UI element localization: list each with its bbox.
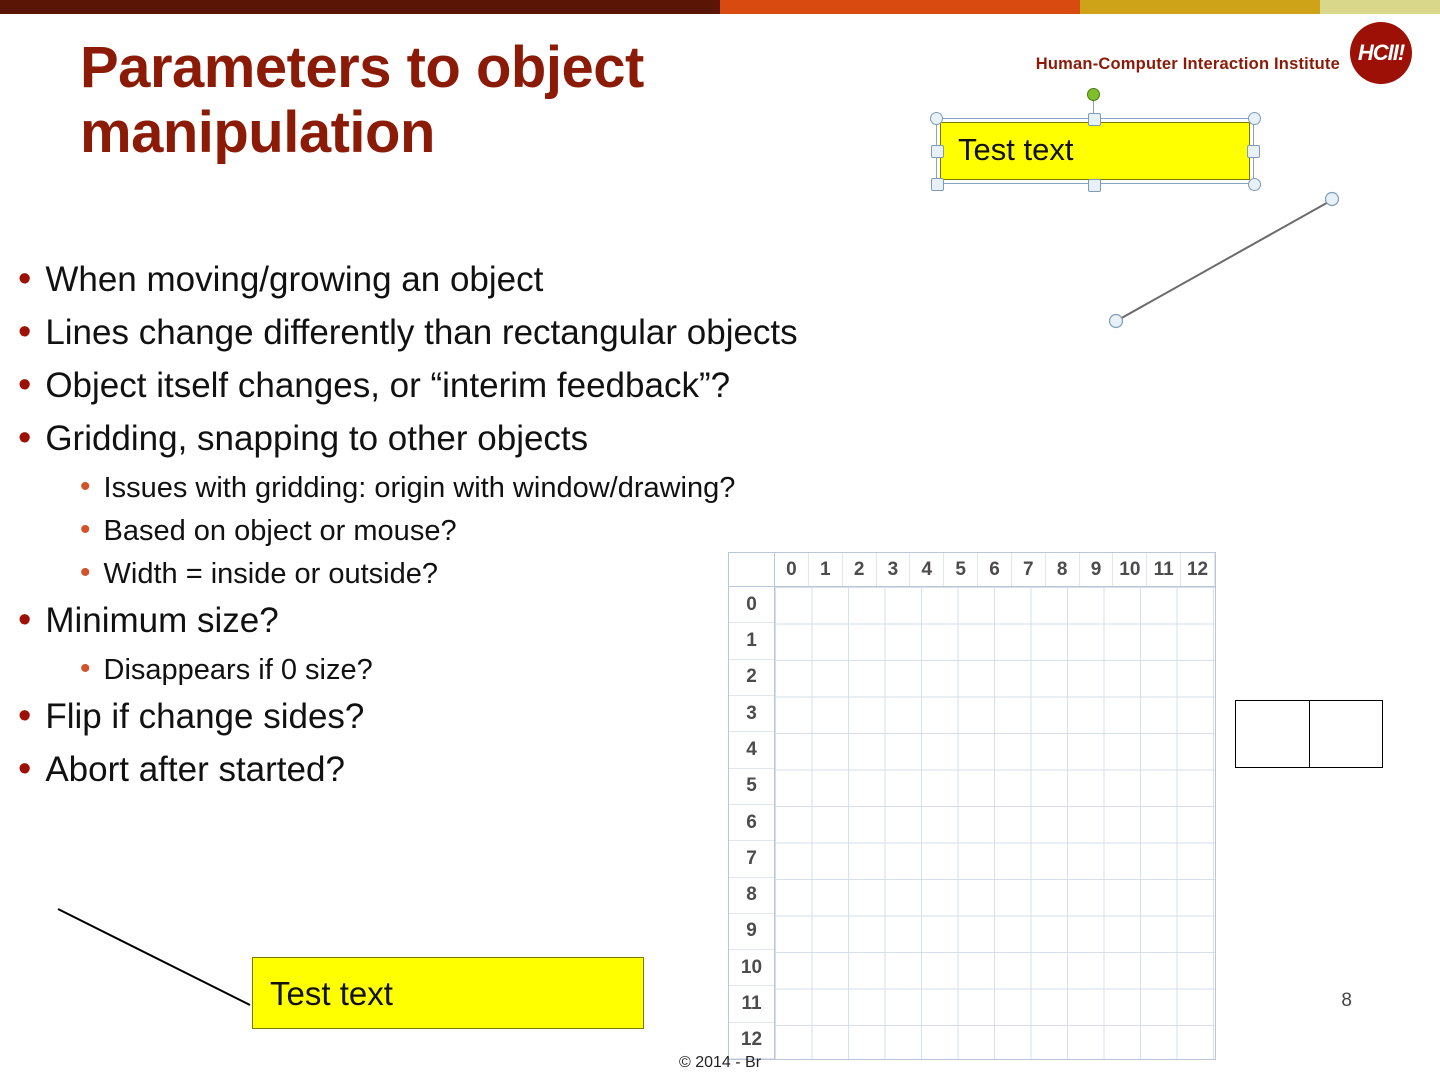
grid-row-header: 6	[729, 805, 774, 841]
bullet-item	[18, 311, 1138, 355]
grid-column-header: 5	[944, 553, 978, 586]
grid-row-headers	[729, 587, 775, 1059]
grid-row-header: 9	[729, 914, 774, 950]
top-bar-segment-2	[720, 0, 1080, 14]
grid-column-header: 11	[1147, 553, 1181, 586]
bullet-text: When moving/growing an object	[45, 260, 544, 299]
resize-handle-middle-right[interactable]	[1247, 145, 1260, 158]
bullet-marker-icon: •	[18, 695, 32, 737]
grid-row-header: 7	[729, 841, 774, 877]
resize-handle-top-left[interactable]	[930, 112, 943, 125]
page-number: 8	[1341, 990, 1352, 1011]
sub-bullet-marker-icon: •	[80, 513, 91, 546]
bullet-marker-icon: •	[18, 364, 32, 406]
bullet-marker-icon: •	[18, 599, 32, 641]
bullet-text: Lines change differently than rectangular objects	[45, 313, 798, 352]
grid-canvas	[775, 587, 1215, 1059]
leader-line	[50, 905, 270, 1015]
grid-column-header: 2	[843, 553, 877, 586]
bullet-marker-icon: •	[18, 311, 32, 353]
bullet-marker-icon: •	[18, 258, 32, 300]
bullet-item	[18, 417, 1138, 461]
slide-title: Parameters to object manipulation	[80, 35, 644, 165]
sub-bullet-text: Based on object or mouse?	[103, 515, 457, 547]
top-bar-segment-3	[1080, 0, 1320, 14]
bottom-textbox-label: Test text	[270, 975, 393, 1012]
grid-row-header: 3	[729, 696, 774, 732]
decorative-top-bar	[0, 0, 1440, 14]
sub-bullet-marker-icon: •	[80, 556, 91, 589]
grid-column-header: 1	[809, 553, 843, 586]
grid-row-header: 2	[729, 660, 774, 696]
grid-row-header: 8	[729, 878, 774, 914]
grid-column-header: 6	[978, 553, 1012, 586]
bullet-text: Minimum size?	[45, 601, 279, 640]
cell-left	[1236, 701, 1310, 767]
bullet-item	[18, 364, 1138, 408]
grid-image	[728, 552, 1216, 1060]
grid-row-header: 0	[729, 587, 774, 623]
grid-row-header: 4	[729, 732, 774, 768]
bullet-text: Abort after started?	[45, 750, 345, 789]
sub-bullet-marker-icon: •	[80, 470, 91, 503]
sub-bullet-marker-icon: •	[80, 652, 91, 685]
bullet-marker-icon: •	[18, 748, 32, 790]
sub-bullet-item	[80, 470, 1138, 506]
resize-handle-top-center[interactable]	[1088, 113, 1101, 126]
bullet-text: Flip if change sides?	[45, 697, 365, 736]
selected-textbox-label: Test text	[958, 132, 1074, 167]
grid-column-header: 7	[1012, 553, 1046, 586]
two-cell-diagram	[1235, 700, 1383, 768]
grid-row-header: 11	[729, 986, 774, 1022]
grid-row-header: 12	[729, 1023, 774, 1059]
grid-column-headers	[775, 553, 1215, 587]
resize-handle-bottom-left[interactable]	[931, 178, 944, 191]
rotation-handle[interactable]	[1087, 88, 1100, 101]
top-bar-segment-4	[1320, 0, 1440, 14]
grid-column-header: 10	[1113, 553, 1147, 586]
grid-corner-cell	[729, 553, 775, 587]
institute-name: Human-Computer Interaction Institute	[1035, 55, 1340, 73]
top-bar-segment-1	[0, 0, 720, 14]
slide-footer: © 2014 - Br	[678, 1054, 762, 1071]
sub-bullet-text: Disappears if 0 size?	[103, 654, 373, 686]
grid-column-header: 0	[775, 553, 809, 586]
resize-handle-middle-left[interactable]	[931, 145, 944, 158]
sub-bullet-text: Issues with gridding: origin with window/drawing?	[103, 472, 736, 504]
resize-handle-top-right[interactable]	[1248, 112, 1261, 125]
cell-right	[1310, 701, 1383, 767]
bullet-text: Object itself changes, or “interim feedback”?	[45, 366, 731, 405]
grid-column-header: 8	[1046, 553, 1080, 586]
bullet-text: Gridding, snapping to other objects	[45, 419, 589, 458]
sub-bullet-text: Width = inside or outside?	[103, 558, 439, 590]
grid-column-header: 4	[910, 553, 944, 586]
grid-row-header: 5	[729, 769, 774, 805]
grid-row-header: 1	[729, 623, 774, 659]
grid-column-header: 3	[877, 553, 911, 586]
grid-row-header: 10	[729, 950, 774, 986]
sub-bullet-item	[80, 513, 1138, 549]
bullet-marker-icon: •	[18, 417, 32, 459]
grid-column-header: 9	[1080, 553, 1114, 586]
bullet-item	[18, 258, 1138, 302]
hcii-logo-icon: HCII!	[1350, 22, 1412, 84]
grid-column-header: 12	[1181, 553, 1215, 586]
